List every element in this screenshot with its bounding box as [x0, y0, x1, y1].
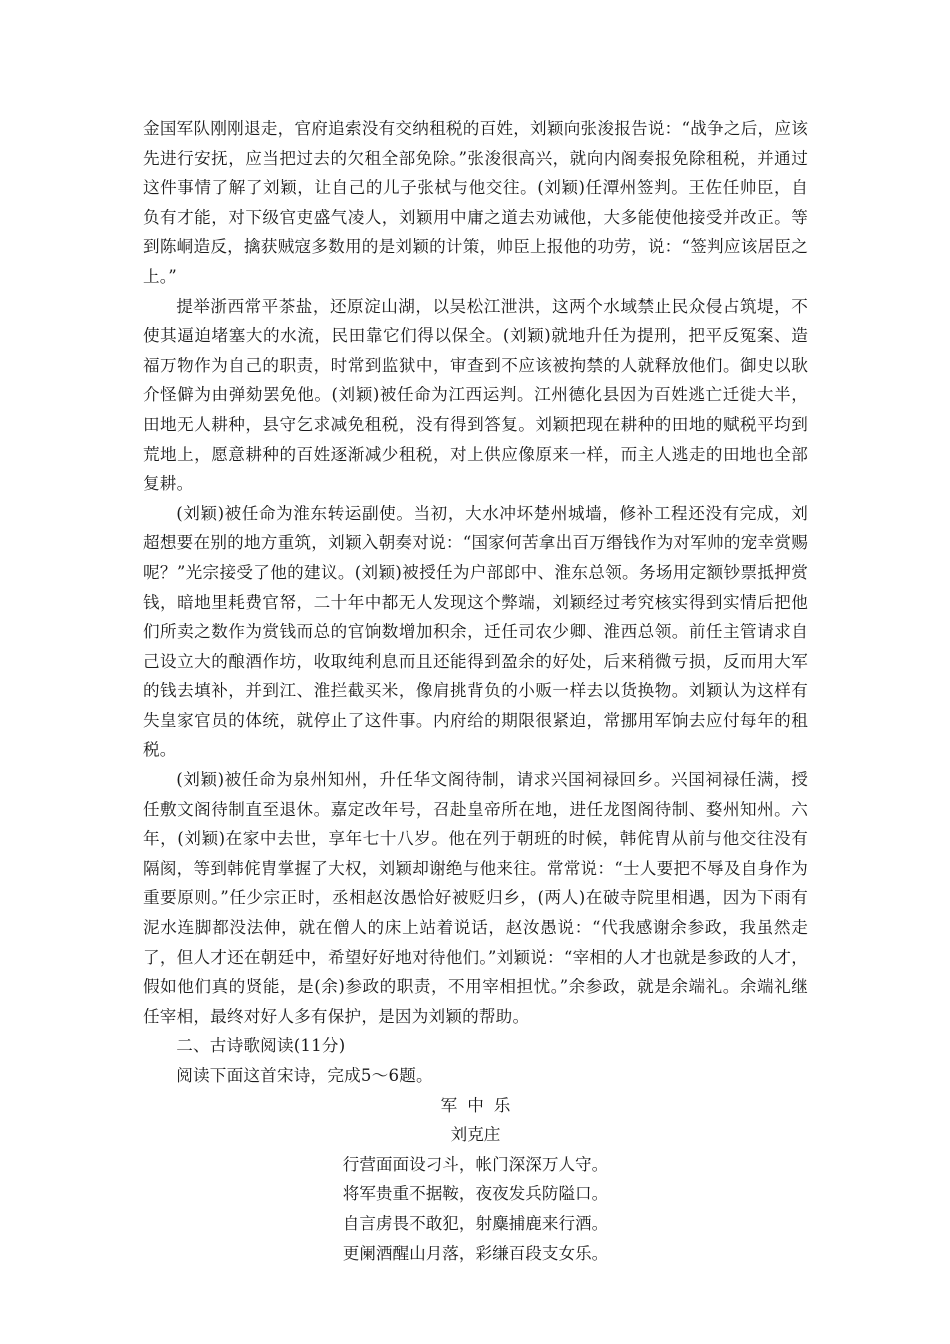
poem-line-1: 行营面面设刁斗，帐门深深万人守。	[342, 1154, 609, 1174]
question-instruction: 阅读下面这首宋诗，完成5～6题。	[176, 1066, 433, 1085]
paragraph-2: 提举浙西常平茶盐，还原淀山湖，以吴松江泄洪，这两个水域禁止民众侵占筑堤，不使其逼迫堵塞大的水流，民田靠它们得以保全。(刘颖)就地升任为提刑，把平反冤案、造福万物作为自己的职责，时常到监狱中，审查到不应该被拘禁的人就释放他们。御史以耿介怪僻为由弹劾罢免他。(刘颖)被任命为江西运判。江州德化县因为百姓逃亡迁徙大半，田地无人耕种，县守乞求减免租税，没有得到答复。刘颖把现在耕种的田地的赋税平均到荒地上，愿意耕种的百姓逐渐减少租税，对上供应像原来一样，而主人逃走的田地也全部复耕。	[143, 296, 808, 494]
poem-line-4: 更阑酒醒山月落，彩缣百段支女乐。	[342, 1243, 609, 1263]
section-heading: 二、古诗歌阅读(11分)	[176, 1036, 346, 1056]
poem-author: 刘克庄	[450, 1125, 501, 1145]
paragraph-4: (刘颖)被任命为泉州知州，升任华文阁待制，请求兴国祠禄回乡。兴国祠禄任满，授任敷文阁待制直至退休。嘉定改年号，召赴皇帝所在地，进任龙图阁待制、婺州知州。六年，(刘颖)在家中去世，享年七十八岁。他在列于朝班的时候，韩侂胄从前与他交往没有隔阂，等到韩侂胄掌握了大权，刘颖却谢绝与他来往。常常说：“士人要把不辱及自身作为重要原则。”任少宗正时，丞相赵汝愚恰好被贬归乡，(两人)在破寺院里相遇，因为下雨有泥水连脚都没法伸，就在僧人的床上站着说话，赵汝愚说：“代我感谢余参政，我虽然走了，但人才还在朝廷中，希望好好地对待他们。”刘颖说：“宰相的人才也就是参政的人才，假如他们真的贤能，是(余)参政的职责，不用宰相担忧。”余参政，就是余端礼。余端礼继任宰相，最终对好人多有保护，是因为刘颖的帮助。	[143, 770, 808, 1026]
poem-title: 军中乐	[440, 1095, 521, 1115]
poem-line-2: 将军贵重不据鞍，夜夜发兵防隘口。	[342, 1184, 609, 1204]
poem-line-3: 自言虏畏不敢犯，射麋捕鹿来行酒。	[342, 1213, 609, 1233]
paragraph-1: 金国军队刚刚退走，官府追索没有交纳租税的百姓，刘颖向张浚报告说：“战争之后，应该先进行安抚，应当把过去的欠租全部免除。”张浚很高兴，就向内阁奏报免除租税，并通过这件事情了解了刘颖，让自己的儿子张栻与他交往。(刘颖)任潭州签判。王佐任帅臣，自负有才能，对下级官吏盛气凌人，刘颖用中庸之道去劝诫他，大多能使他接受并改正。等到陈峒造反，擒获贼寇多数用的是刘颖的计策，帅臣上报他的功劳，说：“签判应该居臣之上。”	[143, 119, 808, 286]
document-page	[143, 114, 808, 1268]
paragraph-3: (刘颖)被任命为淮东转运副使。当初，大水冲坏楚州城墙，修补工程还没有完成，刘超想要在别的地方重筑，刘颖入朝奏对说：“国家何苦拿出百万缗钱作为对军帅的宠幸赏赐呢？”光宗接受了他的建议。(刘颖)被授任为户部郎中、淮东总领。务场用定额钞票抵押赏钱，暗地里耗费官帑，二十年中都无人发现这个弊端，刘颖经过考究核实得到实情后把他们所卖之数作为赏钱而总的官饷数增加积余，迁任司农少卿、淮西总领。前任主管请求自己设立大的酿酒作坊，收取纯利息而且还能得到盈余的好处，后来稍微亏损，反而用大军的钱去填补，并到江、淮拦截买米，像肩挑背负的小贩一样去以货换物。刘颖认为这样有失皇家官员的体统，就停止了这件事。内府给的期限很紧迫，常挪用军饷去应付每年的租税。	[143, 503, 808, 760]
